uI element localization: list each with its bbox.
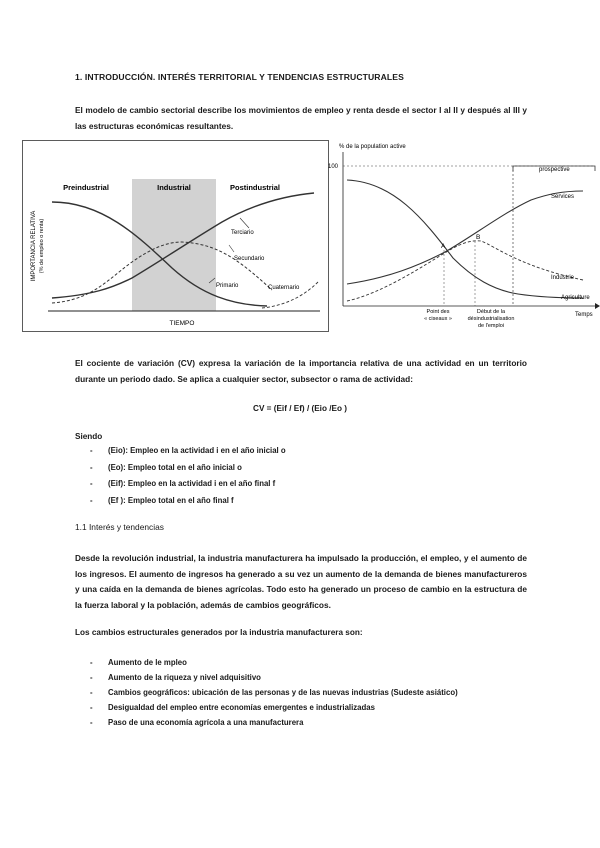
secundario-label: Secundario <box>234 256 265 262</box>
services-label: Services <box>551 194 575 200</box>
y-axis-label: % de la population active <box>339 144 406 150</box>
list-item: - (Eo): Empleo total en el año inicial o <box>90 462 242 472</box>
point-b-label: B <box>476 234 481 241</box>
intro-paragraph: El modelo de cambio sectorial describe los movimientos de empleo y renta desde el sector I al II y después al III y las estructuras económicas resultantes. <box>75 105 527 131</box>
y-axis-sublabel: (% de empleo o renta) <box>39 218 45 274</box>
point-a-label: A <box>441 243 446 250</box>
cv-paragraph: El cociente de variación (CV) expresa la variación de la importancia relativa de una actividad en un territorio durante un periodo dado. Se aplica a cualquier sector, subsector o rama de actividad: <box>75 358 527 384</box>
annotation-deindustrialisation-line1: Début de la <box>476 309 506 315</box>
x-axis-label: Temps <box>575 312 593 318</box>
section-heading: 1. INTRODUCCIÓN. INTERÉS TERRITORIAL Y TENDENCIAS ESTRUCTURALES <box>75 72 404 82</box>
list-item: - (Eio): Empleo en la actividad i en el año inicial o <box>90 446 286 455</box>
y-max-label: 100 <box>327 164 338 170</box>
changes-list <box>90 655 458 730</box>
phase-label-preindustrial: Preindustrial <box>63 183 109 192</box>
siendo-label: Siendo <box>75 432 103 441</box>
list-item: - Aumento de la riqueza y nivel adquisitivo <box>90 673 261 682</box>
cv-formula: CV = (Eif / Ef) / (Eio /Eo ) <box>253 404 347 413</box>
list-item: - Paso de una economía agrícola a una manufacturera <box>90 718 304 727</box>
y-axis-label: IMPORTANCIA RELATIVA <box>31 210 37 282</box>
subsection-heading: 1.1 Interés y tendencias <box>75 522 164 532</box>
list-item: - Aumento de le mpleo <box>90 658 187 667</box>
prospective-label: prospective <box>539 167 570 173</box>
annotation-deindustrialisation-line3: de l'emploi <box>477 323 505 329</box>
agriculture-label: Agriculture <box>561 295 590 301</box>
primario-label: Primario <box>216 283 239 289</box>
cuaternario-label: Cuaternario <box>268 285 300 291</box>
x-axis-label: TIEMPO <box>169 320 195 327</box>
annotation-scissors-line2: « ciseaux » <box>424 316 452 322</box>
phase-label-postindustrial: Postindustrial <box>229 183 281 192</box>
agriculture-curve <box>347 180 583 298</box>
list-item: - Cambios geográficos: ubicación de las personas y de las nuevas industrias (Sudeste asiático) <box>90 688 458 697</box>
annotation-deindustrialisation-line2: désindustrialisation <box>467 316 515 322</box>
list-item: - Desigualdad del empleo entre economías emergentes e industrializadas <box>90 703 375 712</box>
industria-paragraph: Desde la revolución industrial, la industria manufacturera ha impulsado la producción, el empleo, y el aumento de los ingresos. El aumento de ingresos ha generado a su vez un aumento de la demanda de bienes manufactureros y una caída en la demanda de bienes agrícolas. Todo esto ha generado un proceso de cambio en la estructura de la fuerza laboral y la población, además de cambios geográficos. <box>75 553 527 610</box>
list-item: - (Eif): Empleo en la actividad i en el año final f <box>90 479 276 488</box>
population-active-chart <box>327 138 600 345</box>
definitions-list <box>90 443 286 509</box>
phase-label-industrial: Industrial <box>157 183 191 192</box>
list-item: - (Ef ): Empleo total en el año final f <box>90 495 234 505</box>
annotation-scissors-line1: Point des <box>426 309 450 315</box>
industrie-curve <box>347 241 583 301</box>
changes-intro: Los cambios estructurales generados por la industria manufacturera son: <box>75 628 363 637</box>
services-curve <box>347 191 583 284</box>
industrie-label: Industrie <box>551 275 575 281</box>
terciario-label: Terciario <box>231 230 254 236</box>
sector-change-chart <box>22 140 329 332</box>
